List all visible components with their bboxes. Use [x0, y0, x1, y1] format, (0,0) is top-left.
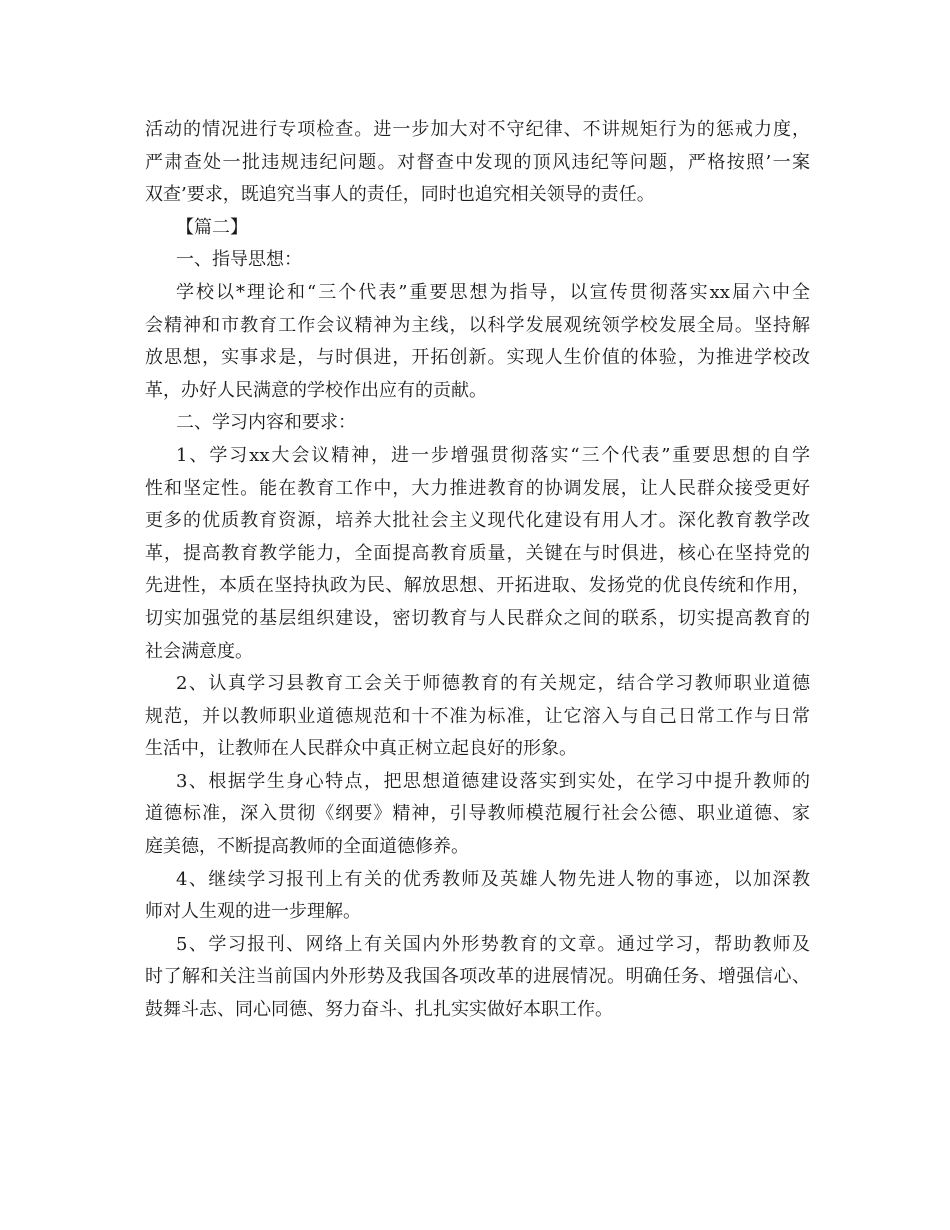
text-line: 先进性，本质在坚持执政为民、解放思想、开拓进取、发扬党的优良传统和作用，: [145, 575, 810, 597]
text-line: 2、认真学习县教育工会关于师德教育的有关规定，结合学习教师职业道德: [176, 673, 810, 695]
text-line: 放思想，实事求是，与时俱进，开拓创新。实现人生价值的体验，为推进学校改: [145, 347, 810, 369]
text-line: 生活中，让教师在人民群众中真正树立起良好的形象。: [145, 738, 577, 760]
text-line: 社会满意度。: [145, 640, 253, 662]
text-line: 切实加强党的基层组织建设，密切教育与人民群众之间的联系，切实提高教育的: [145, 607, 810, 629]
text-line: 性和坚定性。能在教育工作中，大力推进教育的协调发展，让人民群众接受更好: [145, 477, 810, 499]
text-line: 严肃查处一批违规违纪问题。对督查中发现的顶风违纪等问题，严格按照’一案: [145, 151, 810, 173]
text-line: 5、学习报刊、网络上有关国内外形势教育的文章。通过学习，帮助教师及: [176, 933, 810, 955]
text-line: 双查’要求，既追究当事人的责任，同时也追究相关领导的责任。: [145, 184, 655, 206]
text-line: 1、学习xx大会议精神，进一步增强贯彻落实“三个代表”重要思想的自学: [176, 444, 810, 466]
text-line: 【篇二】: [176, 216, 248, 238]
text-line: 革，提高教育教学能力，全面提高教育质量，关键在与时俱进，核心在坚持党的: [145, 542, 810, 564]
text-line: 道德标准，深入贯彻《纲要》精神，引导教师模范履行社会公德、职业道德、家: [145, 803, 810, 825]
text-line: 学校以*理论和“三个代表”重要思想为指导，以宣传贯彻落实xx届六中全: [176, 281, 810, 303]
text-line: 会精神和市教育工作会议精神为主线，以科学发展观统领学校发展全局。坚持解: [145, 314, 810, 336]
text-line: 二、学习内容和要求：: [176, 412, 356, 434]
text-line: 一、指导思想：: [176, 249, 302, 271]
text-line: 革，办好人民满意的学校作出应有的贡献。: [145, 379, 487, 401]
document-body: [145, 114, 810, 1027]
text-line: 师对人生观的进一步理解。: [145, 901, 361, 923]
text-line: 时了解和关注当前国内外形势及我国各项改革的进展情况。明确任务、增强信心、: [145, 966, 810, 988]
text-line: 更多的优质教育资源，培养大批社会主义现代化建设有用人才。深化教育教学改: [145, 510, 810, 532]
text-line: 规范，并以教师职业道德规范和十不准为标准，让它溶入与自己日常工作与日常: [145, 705, 810, 727]
text-line: 4、继续学习报刊上有关的优秀教师及英雄人物先进人物的事迹，以加深教: [176, 868, 810, 890]
text-line: 活动的情况进行专项检查。进一步加大对不守纪律、不讲规矩行为的惩戒力度，: [145, 119, 810, 140]
text-line: 3、根据学生身心特点，把思想道德建设落实到实处，在学习中提升教师的: [176, 770, 810, 792]
text-line: 鼓舞斗志、同心同德、努力奋斗、扎扎实实做好本职工作。: [145, 999, 613, 1021]
text-line: 庭美德，不断提高教师的全面道德修养。: [145, 836, 469, 858]
